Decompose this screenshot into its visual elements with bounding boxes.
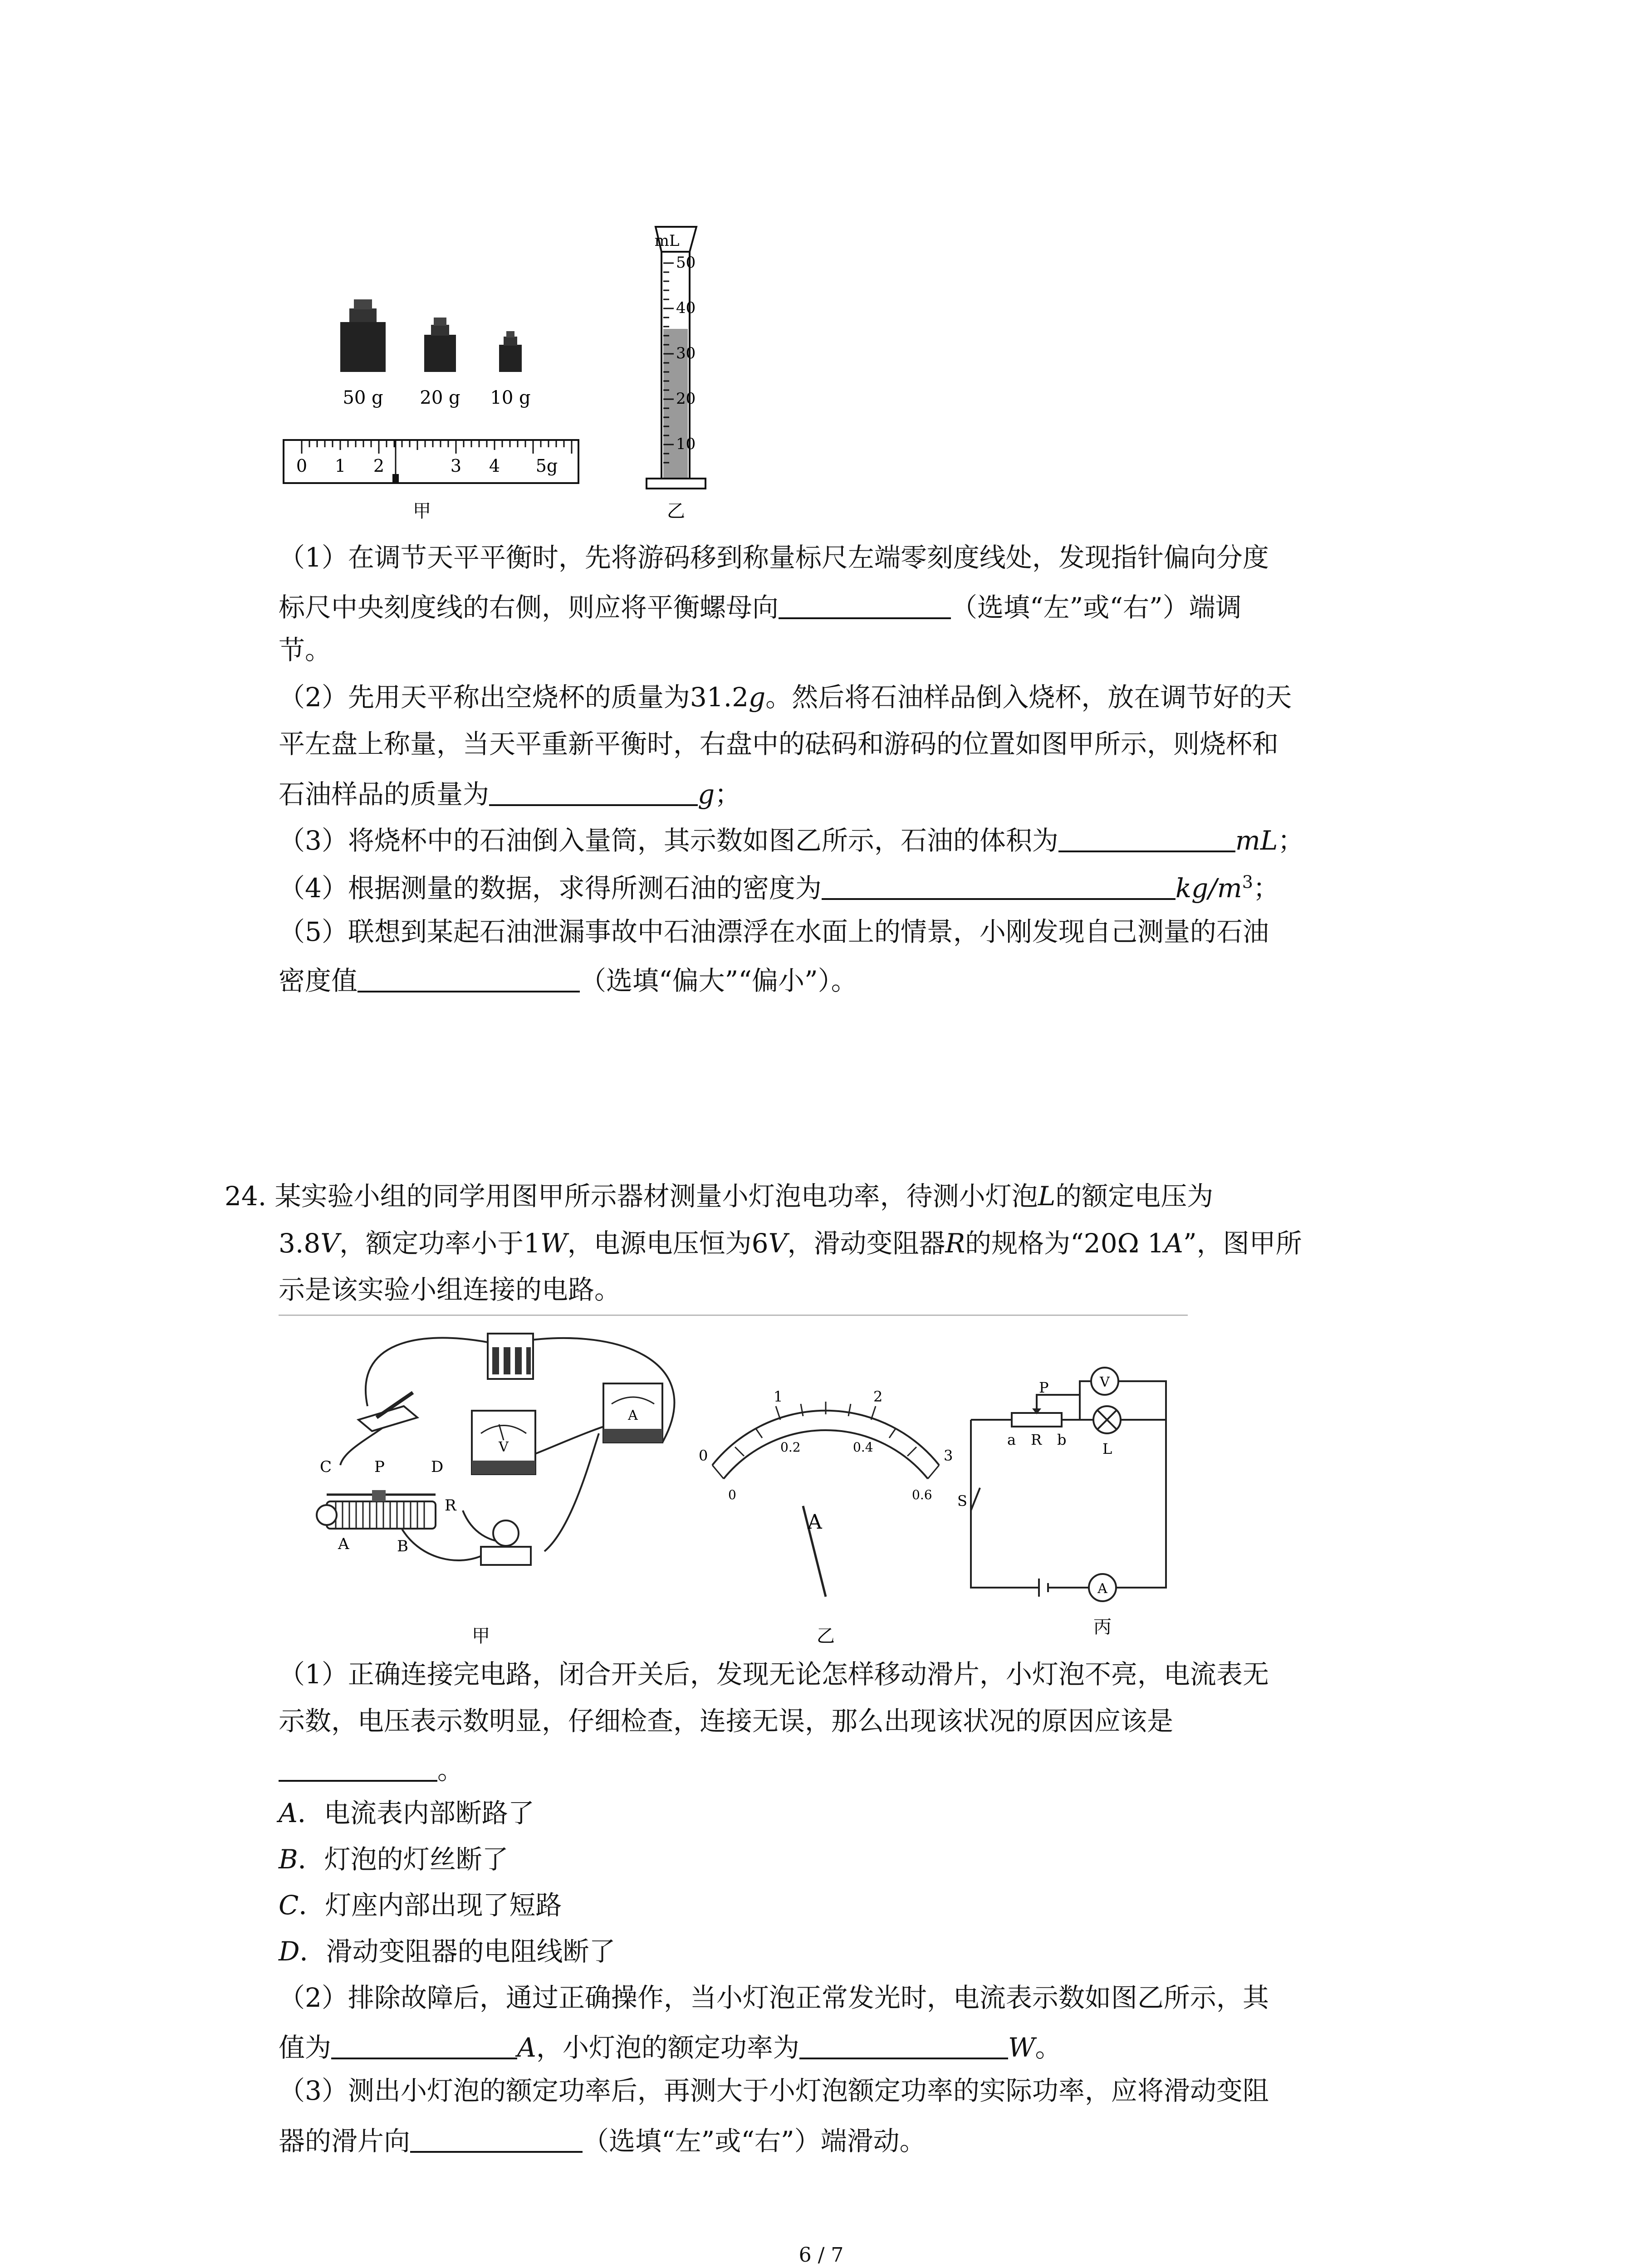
weight-20g (424, 318, 456, 372)
ruler-tick-4: 4 (489, 456, 500, 476)
dial-bottom-0: 0 (728, 1487, 736, 1502)
q23-part2-unit: g (749, 682, 766, 713)
circuit-schematic (971, 1368, 1166, 1601)
battery-pack (488, 1334, 533, 1379)
q23-part2-semicolon: ； (715, 779, 741, 810)
q24-A-unit: A (1164, 1228, 1183, 1259)
q24-w-unit: W (540, 1228, 568, 1259)
q23-part4-semicolon: ； (1253, 873, 1279, 904)
q23-part2-line2: 平左盘上称量，当天平重新平衡时，右盘中的砝码和游码的位置如图甲所示，则烧杯和 (279, 728, 1279, 759)
schematic-L: L (1102, 1440, 1112, 1457)
dial-top-2: 2 (873, 1388, 883, 1405)
cylinder-unit: mL (654, 232, 680, 250)
answer-blank-q24-2b[interactable] (799, 2031, 1008, 2059)
answer-blank-q24-2a[interactable] (331, 2031, 517, 2059)
q23-part3-line (279, 824, 1304, 854)
q24-stem-line1 (225, 1181, 1214, 1212)
q24-R: R (945, 1228, 965, 1259)
cylinder-tick-30: 30 (676, 344, 696, 362)
dial-bottom-06: 0.6 (912, 1487, 932, 1502)
dial-unit: A (808, 1510, 822, 1534)
schematic-V: V (1100, 1374, 1110, 1390)
weight-label-10g: 10 g (490, 387, 531, 408)
q24-part1-line1: （1）正确连接完电路，闭合开关后，发现无论怎样移动滑片，小灯泡不亮，电流表无 (279, 1659, 1269, 1690)
option-d[interactable] (279, 1938, 616, 1965)
q23-part1-text-b: （选填“左”或“右”）端调 (951, 592, 1242, 623)
rheostat-label-R: R (445, 1496, 456, 1515)
cylinder-tick-20: 20 (676, 390, 696, 408)
option-c[interactable] (279, 1890, 562, 1921)
rheostat-label-A: A (338, 1535, 349, 1553)
ruler-tick-3: 3 (450, 456, 462, 476)
cylinder-tick-50: 50 (676, 254, 696, 272)
rheostat (317, 1490, 436, 1529)
q24-part2-line1: （2）排除故障后，通过正确操作，当小灯泡正常发光时，电流表示数如图乙所示，其 (279, 1982, 1269, 2013)
q24-t1: ，额定功率小于1 (339, 1228, 541, 1259)
answer-blank-q23-5[interactable] (358, 964, 580, 992)
dial-bottom-04: 0.4 (853, 1440, 873, 1455)
q23-part1-line2 (279, 591, 1242, 621)
q24-part2-text-c: ，小灯泡的额定功率为 (536, 2032, 799, 2063)
answer-blank-q23-2[interactable] (489, 778, 698, 806)
schematic-R: R (1031, 1431, 1042, 1448)
q24-v1-unit: V (320, 1228, 340, 1259)
figure2-label-bing: 丙 (1093, 1617, 1112, 1637)
option-c-key: C (279, 1890, 299, 1921)
answer-blank-q24-1[interactable] (279, 1754, 437, 1782)
balance-rider (392, 474, 399, 484)
weight-50g (340, 299, 386, 372)
q23-part2-text-d: 。然后将石油样品倒入烧杯，放在调节好的天 (765, 682, 1292, 713)
q23-part2-mass: 31.2 (690, 682, 749, 713)
rheostat-label-P: P (374, 1458, 385, 1476)
q23-part5-text-b: （选填“偏大”“偏小”）。 (580, 965, 857, 996)
cylinder-tick-10: 10 (676, 435, 696, 453)
balance-ruler (284, 440, 578, 484)
schematic-b: b (1057, 1431, 1067, 1448)
ruler-tick-5: 5g (535, 456, 558, 476)
q24-t4: 的规格为“20Ω 1 (965, 1228, 1165, 1259)
q24-part1-line3 (279, 1754, 464, 1783)
schematic-A: A (1097, 1581, 1107, 1597)
weight-label-20g: 20 g (420, 387, 460, 408)
q24-part3-line2 (279, 2125, 926, 2154)
option-d-text: ．滑动变阻器的电阻线断了 (299, 1936, 616, 1967)
dial-top-1: 1 (774, 1388, 783, 1405)
figure2-label-yi: 乙 (817, 1626, 835, 1647)
schematic-P: P (1039, 1379, 1049, 1396)
q24-part1-period: 。 (437, 1755, 464, 1785)
weight-10g (499, 331, 522, 372)
q23-part3-text: （3）将烧杯中的石油倒入量筒，其示数如图乙所示，石油的体积为 (279, 825, 1058, 856)
ruler-tick-1: 1 (334, 456, 346, 476)
q23-part2-unit-g: g (698, 779, 715, 810)
q23-part1-line1: （1）在调节天平平衡时，先将游码移到称量标尺左端零刻度线处，发现指针偏向分度 (279, 542, 1269, 573)
q23-part2-line1 (279, 682, 1292, 713)
q23-part5-text-a: 密度值 (279, 965, 358, 996)
q24-part1-line2: 示数，电压表示数明显，仔细检查，连接无误，那么出现该状况的原因应该是 (279, 1706, 1174, 1736)
q24-stem-line3: 示是该实验小组连接的电路。 (279, 1274, 621, 1305)
weight-label-50g: 50 g (343, 387, 383, 408)
figure-label-jia: 甲 (413, 501, 431, 522)
q24-v1: 3.8 (279, 1228, 321, 1259)
q23-part5-line1: （5）联想到某起石油泄漏事故中石油漂浮在水面上的情景，小刚发现自己测量的石油 (279, 916, 1269, 947)
q24-part2-unit-a: A (517, 2032, 536, 2063)
schematic-S: S (957, 1492, 967, 1510)
q23-part1-text-a: 标尺中央刻度线的右侧，则应将平衡螺母向 (279, 592, 779, 623)
option-a-key: A (279, 1798, 298, 1828)
q24-stem-text-a: 24. 某实验小组的同学用图甲所示器材测量小灯泡电功率，待测小灯泡 (225, 1181, 1038, 1212)
q23-part4-text: （4）根据测量的数据，求得所测石油的密度为 (279, 873, 822, 904)
option-a[interactable] (279, 1800, 534, 1826)
q23-part2-text-a: （2）先用天平称出空烧杯的质量为 (279, 682, 690, 713)
figure-label-yi: 乙 (667, 501, 685, 522)
option-a-text: ．电流表内部断路了 (297, 1798, 534, 1828)
answer-blank-q23-1[interactable] (779, 591, 951, 619)
answer-blank-q23-4[interactable] (822, 872, 1176, 900)
q23-part2-line3 (279, 778, 741, 810)
option-b[interactable] (279, 1844, 509, 1875)
q23-part3-semicolon: ； (1278, 825, 1304, 856)
q24-t5: ”，图甲所 (1183, 1228, 1302, 1259)
q24-part2-period: 。 (1035, 2032, 1062, 2063)
option-b-key: B (279, 1844, 298, 1875)
q24-part2-line2 (279, 2031, 1062, 2061)
rheostat-label-B: B (397, 1537, 408, 1555)
q23-part1-line3: 节。 (279, 635, 332, 665)
q24-part2-unit-w: W (1008, 2032, 1035, 2063)
q24-stem-L: L (1038, 1181, 1056, 1212)
q24-part3-text-b: （选填“左”或“右”）端滑动。 (583, 2126, 926, 2156)
q23-part2-text-c: 石油样品的质量为 (279, 779, 490, 810)
rheostat-label-C: C (320, 1458, 332, 1476)
rheostat-label-D: D (431, 1458, 444, 1476)
q23-part4-unit: kg/m (1175, 873, 1242, 904)
ammeter-letter: A (628, 1408, 638, 1423)
q24-stem-line2 (279, 1228, 1302, 1259)
lamp-holder (481, 1520, 531, 1565)
figure-circuit (299, 1315, 1207, 1656)
answer-blank-q23-3[interactable] (1058, 824, 1235, 852)
q24-v2-unit: V (768, 1228, 788, 1259)
ruler-tick-0: 0 (296, 456, 308, 476)
q24-stem-text-c: 的额定电压为 (1055, 1181, 1214, 1212)
dial-bottom-02: 0.2 (780, 1440, 801, 1455)
option-c-text: ．灯座内部出现了短路 (299, 1890, 562, 1921)
ammeter-dial (712, 1411, 939, 1597)
page-number: 6 / 7 (798, 2244, 844, 2267)
dial-top-3: 3 (944, 1447, 953, 1464)
schematic-a: a (1007, 1431, 1016, 1448)
figure-balance-cylinder (272, 218, 771, 535)
q23-part4-unit-sup: 3 (1242, 872, 1253, 892)
knife-switch (358, 1393, 417, 1431)
option-b-text: ．灯泡的灯丝断了 (298, 1844, 509, 1875)
q23-part3-unit: mL (1235, 825, 1278, 856)
q24-part3-line1: （3）测出小灯泡的额定功率后，再测大于小灯泡额定功率的实际功率，应将滑动变阻 (279, 2075, 1269, 2106)
answer-blank-q24-3[interactable] (410, 2125, 583, 2153)
ruler-tick-2: 2 (373, 456, 385, 476)
option-d-key: D (279, 1936, 300, 1967)
q24-t2: ，电源电压恒为6 (567, 1228, 769, 1259)
q24-part3-text-a: 器的滑片向 (279, 2126, 411, 2156)
figure2-label-jia: 甲 (472, 1626, 490, 1647)
q24-part2-text-a: 值为 (279, 2032, 332, 2063)
voltmeter-letter: V (499, 1439, 509, 1455)
q24-t3: ，滑动变阻器 (787, 1228, 945, 1259)
q23-part5-line2 (279, 964, 857, 994)
q23-part4-line (279, 872, 1279, 904)
cylinder-tick-40: 40 (676, 299, 696, 317)
dial-top-0: 0 (699, 1447, 708, 1464)
